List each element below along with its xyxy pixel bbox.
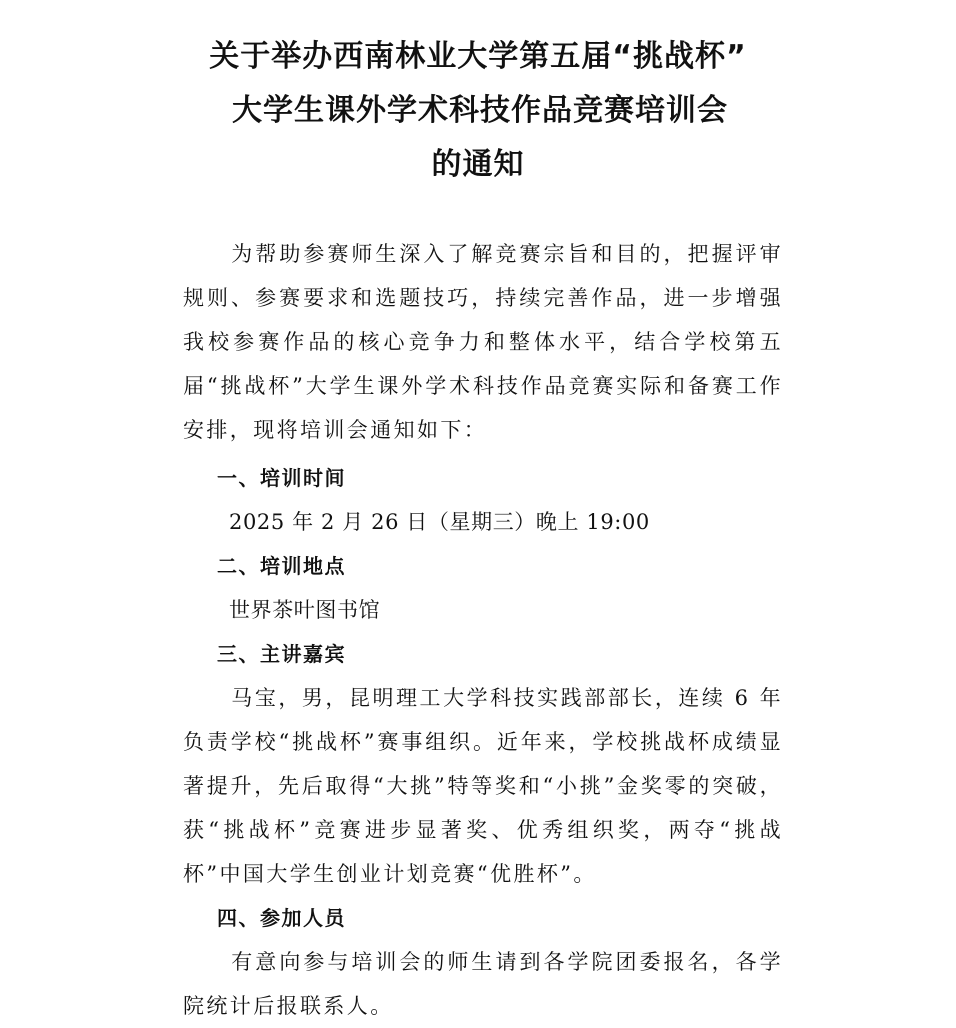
section-content-location: 世界茶叶图书馆 [229, 598, 381, 622]
section-heading-participants: 四、参加人员 [217, 906, 346, 930]
intro-paragraph: 为帮助参赛师生深入了解竞赛宗旨和目的，把握评审规则、参赛要求和选题技巧，持续完善作品，进一步增强我校参赛作品的核心竞争力和整体水平，结合学校第五届“挑战杯”大学生课外学术科技作品竞赛实际和备赛工作安排，现将培训会通知如下： [183, 242, 783, 442]
section-content-speaker: 马宝，男，昆明理工大学科技实践部部长，连续 6 年负责学校“挑战杯”赛事组织。近年来，学校挑战杯成绩显著提升，先后取得“大挑”特等奖和“小挑”金奖零的突破，获“挑战杯”竞赛进步显著奖、优秀组织奖，两夺“挑战杯”中国大学生创业计划竞赛“优胜杯”。 [183, 686, 783, 886]
section-heading-speaker: 三、主讲嘉宾 [217, 642, 346, 666]
section-content-participants: 有意向参与培训会的师生请到各学院团委报名，各学院统计后报联系人。 [183, 950, 783, 1018]
notice-title [0, 30, 956, 192]
title-line-3: 的通知 [431, 147, 525, 182]
title-line-2: 大学生课外学术科技作品竞赛培训会 [232, 93, 728, 128]
section-content-time: 2025 年 2 月 26 日（星期三）晚上 19:00 [229, 510, 650, 534]
title-line-1: 关于举办西南林业大学第五届“挑战杯” [209, 39, 747, 74]
section-heading-location: 二、培训地点 [217, 554, 346, 578]
notice-body [183, 232, 783, 1028]
section-heading-time: 一、培训时间 [217, 466, 346, 490]
